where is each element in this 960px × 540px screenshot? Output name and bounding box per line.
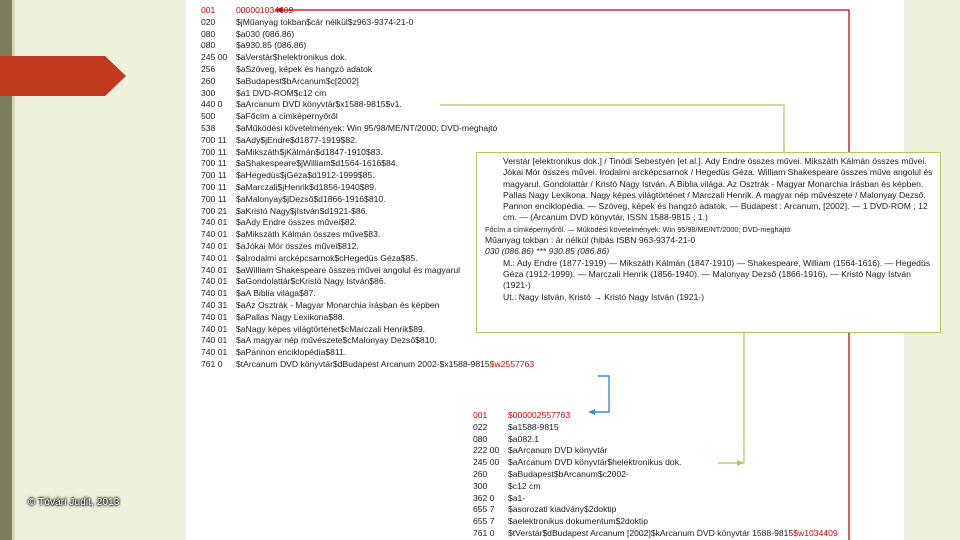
field-text: $a082.1 (508, 433, 540, 444)
field-text: $aAdy Endre összes művei$82. (236, 217, 357, 228)
field-761 (201, 359, 534, 371)
field-text: $aGondolattár$cKristó Nagy István$86. (236, 276, 387, 287)
card-notes: Főcím a címképernyőről. — Működési követelmények: Win 95/98/ME/NT/2000; DVD-meghajtó (485, 224, 791, 234)
marc-field (201, 135, 534, 147)
field-tag: 700 11 (201, 134, 227, 145)
field-tag: 740 01 (201, 252, 228, 263)
field-tag: 700 21 (201, 205, 228, 216)
marc-field (473, 504, 838, 516)
field-tag: 001 (201, 5, 216, 15)
field-text: $aArcanum DVD könyvtár$x1588-9815$v1. (236, 99, 402, 110)
field-text: $aArcanum DVD könyvtár (508, 445, 608, 456)
field-tag: 700 11 (201, 193, 227, 204)
field-text: $aMűködési követelmények: Win 95/98/ME/NT/2000; DVD-meghajtó (236, 122, 498, 133)
field-tag: 538 (201, 122, 216, 133)
marc-field (473, 445, 838, 457)
marc-field (201, 17, 534, 29)
field-tag: 080 (201, 40, 216, 51)
field-text: $aMarczali$jHenrik$d1856-1940$89. (236, 181, 377, 192)
field-tag: 362 0 (473, 492, 495, 503)
field-tag: 245 00 (201, 52, 228, 63)
field-text: $aFőcím a címképernyőről (236, 111, 338, 122)
field-text: $tArcanum DVD könyvtár$dBudapest Arcanum 2002-$x1588-9815 (236, 358, 490, 369)
marc-field (201, 111, 534, 123)
record-id: 000001034409 (236, 5, 294, 15)
field-list (473, 422, 838, 528)
field-text: $aMikszáth$jKálmán$d1847-1910$83. (236, 146, 383, 157)
card-reference: Ut.: Nagy István, Kristó → Kristó Nagy István (1921-) (503, 291, 705, 302)
card-description: Verstár [elektronikus dok.] / Tinódi Sebestyén [et al.]. Ady Endre összes művei. Mikszáth Kálmán összes művei. Jókai Mór összes művei. Irodalmi arcképcsarnok / Hegedüs Géza. William Shakespeare összes műve angolul és magyarul. Gondolattár / Kristó Nagy István. A Biblia világa. Az Osztrák - Magyar Monarchia írásban és képben. Pallas Nagy Lexikona. Nagy képes világtörténet / Marczali Henrik. A magyar nép művészete / Malonyay Dezső. Pannon enciklopédia. — Szöveg, képek és hangzó adatok. — Budapest : Arcanum, [2002]. — 1 DVD-ROM ; 12 cm. — (Arcanum DVD könyvtár, ISSN 1588-9815 ; 1.) (503, 156, 933, 223)
catalog-card (476, 152, 941, 333)
field-text: $aAz Osztrák - Magyar Monarchia írásban és képben (236, 299, 440, 310)
marc-field (201, 347, 534, 359)
field-text: $aAdy$jEndre$d1877-1919$82. (236, 134, 358, 145)
field-761 (473, 528, 838, 540)
field-text: $jMűanyag tokban$cár nélkül$z963-9374-21-0 (236, 16, 414, 27)
field-text: $a1- (508, 492, 526, 503)
card-contributors: M.: Ady Endre (1877-1919) — Mikszáth Kálmán (1847-1910) — Shakespeare, William (1564-1616). — Hegedüs Géza (1912-1999). — Marczali Henrik (1856-1940). — Malonyay Dezső (1866-1916). — Kristó Nagy István (1921-) (503, 257, 931, 291)
marc-field (201, 88, 534, 100)
record-id: $000002557763 (508, 410, 571, 420)
field-tag: 080 (473, 433, 488, 444)
field-text: $aKristó Nagy$jIstván$d1921-$86. (236, 205, 368, 216)
field-text: $aNagy képes világtörténet$cMarczali Henrik$89. (236, 323, 426, 334)
field-tag: 761 0 (201, 358, 223, 369)
field-text: $aVerstár$helektronikus dok. (236, 52, 347, 63)
field-text: $aA magyar nép művészete$cMalonyay Dezső$810. (236, 335, 437, 346)
marc-field (473, 516, 838, 528)
marc-field (201, 40, 534, 52)
field-tag: 245 00 (473, 457, 500, 468)
field-text: $aArcanum DVD könyvtár$helektronikus dok. (508, 457, 682, 468)
marc-field (473, 422, 838, 434)
field-text: $aSzöveg, képek és hangzó adatok (236, 63, 373, 74)
series-record (473, 410, 838, 540)
field-tag: 740 01 (201, 264, 228, 275)
field-text: $aIrodalmi arcképcsarnok$cHegedüs Géza$85. (236, 252, 418, 263)
field-tag: 740 31 (201, 299, 228, 310)
link-id: $w2557763 (489, 358, 535, 369)
field-tag: 300 (473, 480, 488, 491)
marc-field (473, 457, 838, 469)
field-text: $aBudapest$bArcanum$c[2002] (236, 75, 359, 86)
marc-field (201, 123, 534, 135)
field-tag: 001 (473, 410, 488, 420)
field-tag: 740 01 (201, 311, 228, 322)
copyright-credit: © Tóvári Judit, 2013 (28, 497, 120, 508)
field-tag: 260 (201, 75, 216, 86)
field-text: $c12 cm (508, 480, 541, 491)
field-text: $aPannon enciklopédia$811. (236, 347, 347, 358)
field-text: $aMikszáth Kálmán összes műve$83. (236, 229, 381, 240)
field-text: $a1 DVD-ROM$c12 cm (236, 87, 327, 98)
marc-field (473, 481, 838, 493)
field-001 (473, 410, 838, 422)
card-binding: Műanyag tokban : ár nélkül (hibás ISBN 963-9374-21-0 (485, 235, 696, 246)
field-text: $aA Biblia világa$87. (236, 288, 316, 299)
field-tag: 222 00 (473, 445, 500, 456)
field-tag: 440 0 (201, 99, 223, 110)
field-tag: 740 01 (201, 335, 228, 346)
field-text: $a1588-9815 (508, 421, 559, 432)
field-tag: 500 (201, 111, 216, 122)
field-tag: 256 (201, 63, 216, 74)
field-tag: 700 11 (201, 146, 227, 157)
field-text: $aJókai Mór összes művei$812. (236, 240, 359, 251)
marc-field (473, 434, 838, 446)
field-text: $tVerstár$dBudapest Arcanum [2002]$kArcanum DVD könyvtár 1588-9815 (508, 527, 794, 538)
field-tag: 740 01 (201, 288, 228, 299)
marc-field (473, 493, 838, 505)
field-text: $aPallas Nagy Lexikona$88. (236, 311, 345, 322)
field-tag: 740 01 (201, 240, 228, 251)
field-tag: 300 (201, 87, 216, 98)
marc-field (201, 64, 534, 76)
field-tag: 655 7 (473, 516, 495, 527)
marc-field (201, 335, 534, 347)
marc-field (201, 29, 534, 41)
field-tag: 700 11 (201, 158, 227, 169)
field-tag: 740 01 (201, 276, 228, 287)
field-text: $a930.85 (086.86) (236, 40, 307, 51)
marc-field (201, 76, 534, 88)
field-text: $a030 (086.86) (236, 28, 295, 39)
field-tag: 740 01 (201, 323, 228, 334)
marc-field (201, 52, 534, 64)
marc-field (201, 99, 534, 111)
field-tag: 080 (201, 28, 216, 39)
field-text: $asorozati kiadvány$2doktip (508, 504, 617, 515)
card-udc: 030 (086.86) *** 930.85 (086.86) (485, 246, 610, 257)
field-text: $aHegedüs$jGéza$d1912-1999$85. (236, 170, 375, 181)
marc-field (473, 469, 838, 481)
slide-arrow-marker (0, 56, 126, 96)
field-tag: 655 7 (473, 504, 495, 515)
link-id: $w1034409 (793, 527, 838, 538)
field-tag: 260 (473, 468, 488, 479)
field-text: $aBudapest$bArcanum$c2002- (508, 468, 629, 479)
field-tag: 700 11 (201, 170, 227, 181)
field-tag: 740 01 (201, 347, 228, 358)
field-tag: 761 0 (473, 527, 495, 538)
field-text: $aShakespeare$jWilliam$d1564-1616$84. (236, 158, 398, 169)
field-tag: 740 01 (201, 217, 228, 228)
field-text: $aelektronikus dokumentum$2doktip (508, 516, 648, 527)
field-tag: 022 (473, 421, 488, 432)
field-001 (201, 5, 534, 17)
field-tag: 740 01 (201, 229, 228, 240)
field-tag: 020 (201, 16, 216, 27)
field-tag: 700 11 (201, 181, 227, 192)
field-text: $aWilliam Shakespeare összes művei angolul és magyarul (236, 264, 461, 275)
field-text: $aMalonyay$jDezső$d1866-1916$810. (236, 193, 386, 204)
